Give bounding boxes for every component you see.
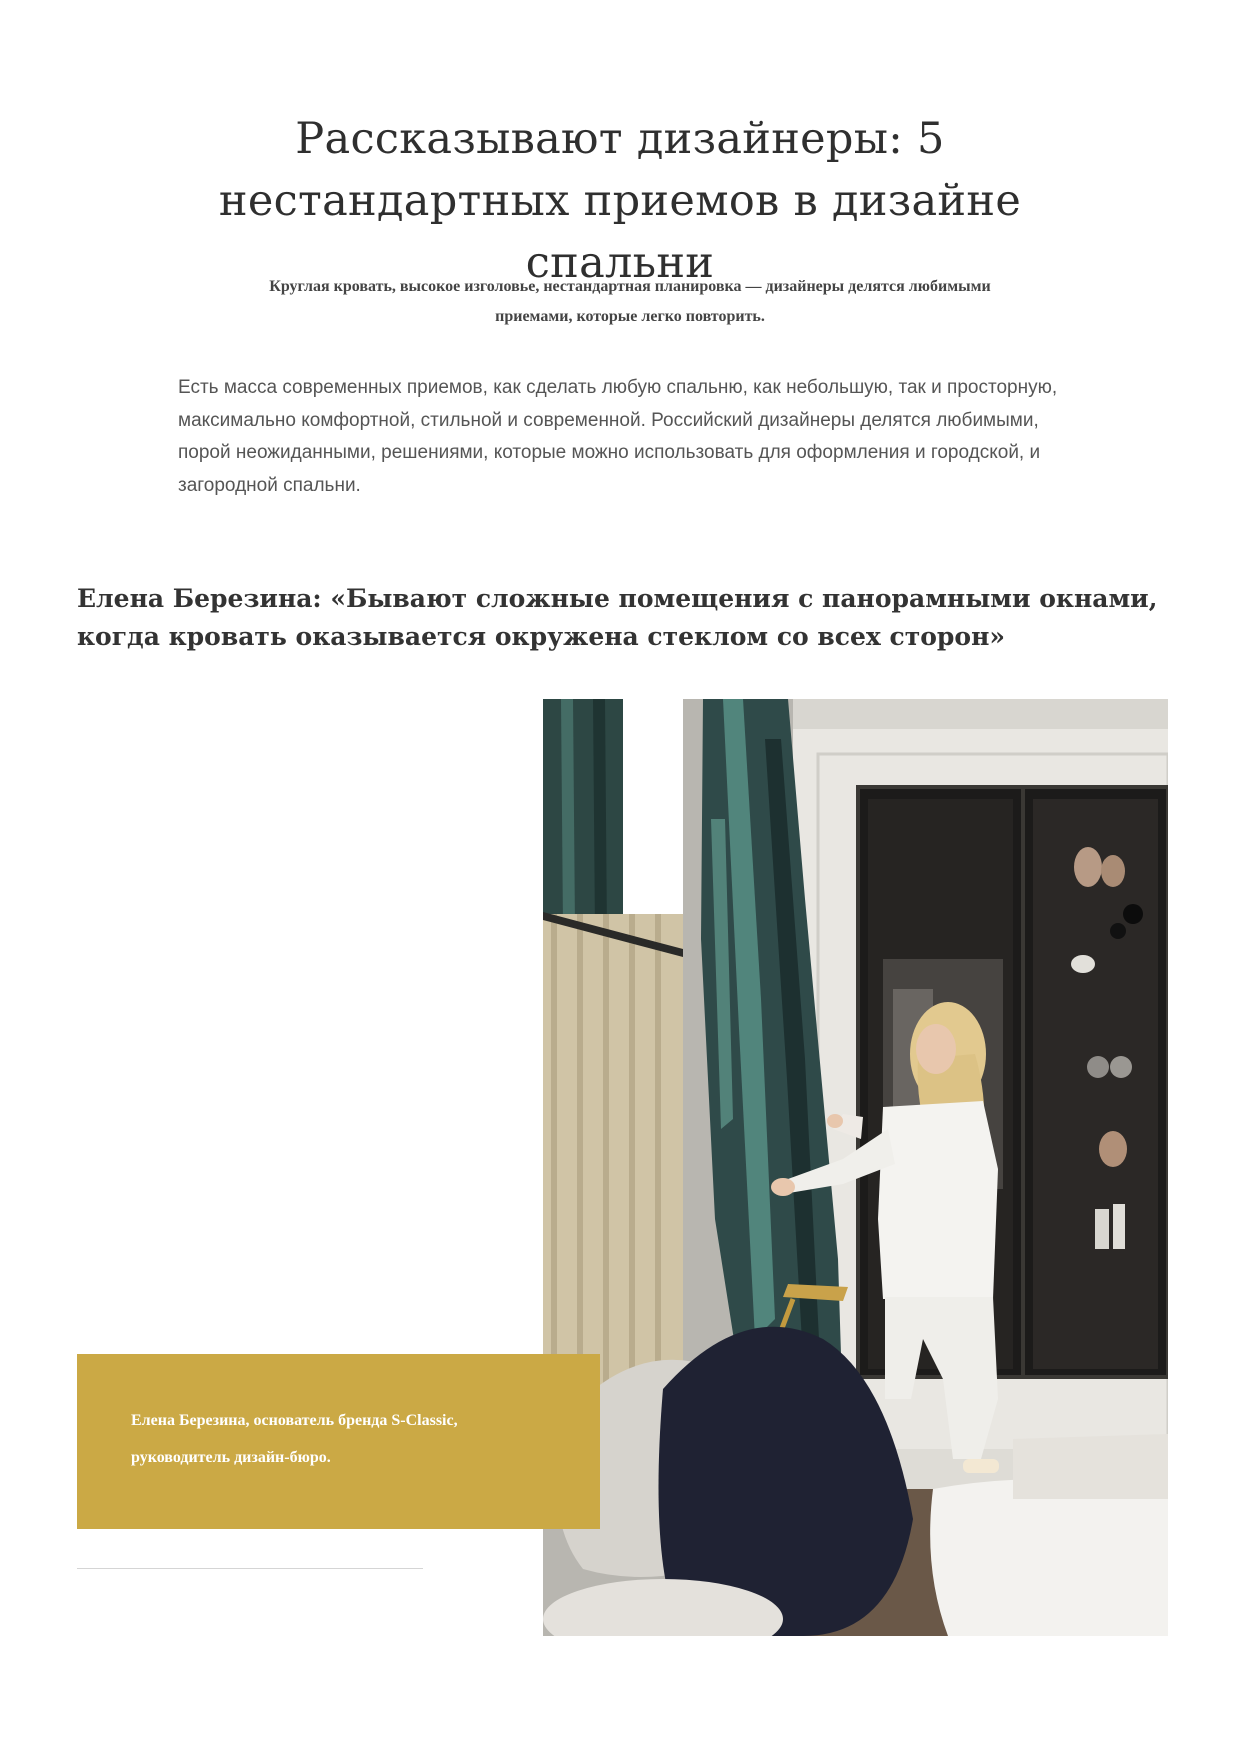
section-heading: Елена Березина: «Бывают сложные помещения с панорамными окнами, когда кровать оказывается окружена стеклом со всех сторон» (77, 584, 1158, 651)
article-intro: Есть масса современных приемов, как сделать любую спальню, как небольшую, так и просторную, максимально комфортной, стильной и современной. Российский дизайнеры делятся любимыми, порой неожиданными, решениями, которые можно использовать для оформления и городской, и загородной спальни. (178, 377, 1058, 496)
article-title: Рассказывают дизайнеры: 5 нестандартных приемов в дизайне спальни (218, 114, 1022, 288)
divider (77, 1568, 423, 1569)
bedroom-photo (543, 699, 1168, 1636)
photo-caption: Елена Березина, основатель бренда S-Classic, руководитель дизайн-бюро. (131, 1412, 458, 1466)
caption-box (77, 1354, 600, 1529)
article-lead: Круглая кровать, высокое изголовье, нестандартная планировка — дизайнеры делятся любимыми приемами, которые легко повторить. (269, 278, 991, 325)
